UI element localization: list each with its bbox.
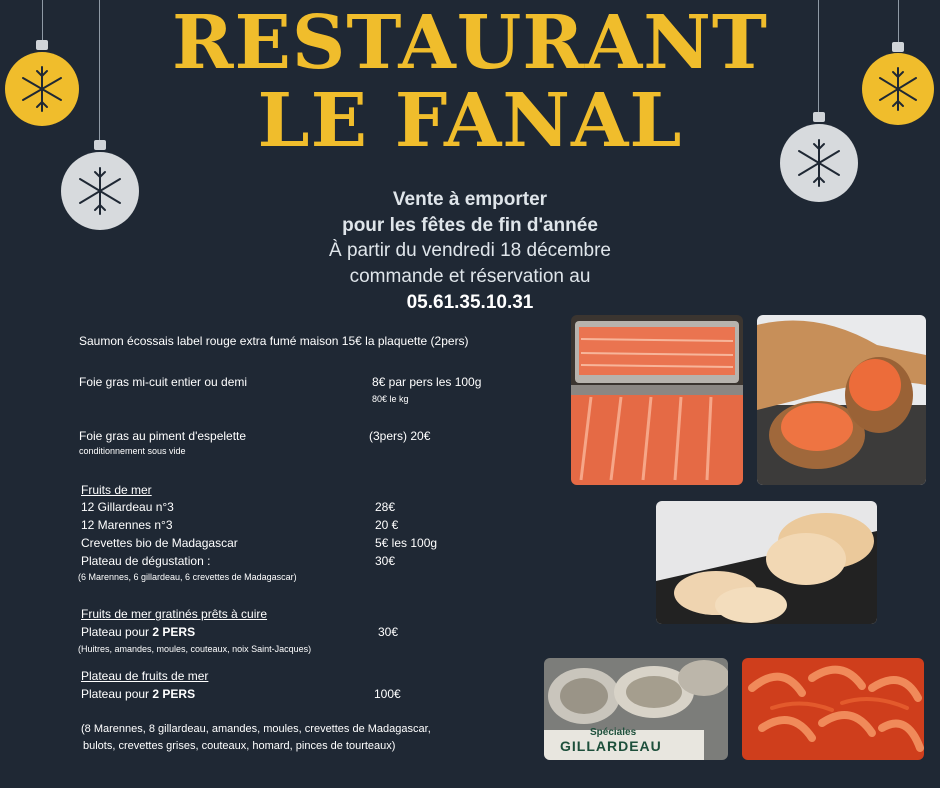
fruits-item-label: Plateau de dégustation : — [81, 554, 211, 568]
gratines-note: (Huitres, amandes, moules, couteaux, noix Saint-Jacques) — [78, 644, 312, 654]
gratines-heading: Fruits de mer gratinés prêts à cuire — [81, 607, 268, 621]
foie-gras-photo — [656, 501, 877, 624]
foie-gras-piment-price: (3pers) 20€ — [369, 429, 431, 443]
oyster-label-line-1: Spéciales — [590, 727, 637, 738]
foie-gras-piment-note: conditionnement sous vide — [79, 446, 186, 456]
foie-gras-label: Foie gras mi-cuit entier ou demi — [79, 375, 248, 389]
fruits-de-mer-heading: Fruits de mer — [81, 483, 152, 497]
fruits-item-price: 20 € — [375, 518, 399, 532]
intro-line-4: commande et réservation au — [349, 266, 591, 287]
plateau-heading: Plateau de fruits de mer — [81, 669, 209, 683]
foie-gras-price: 8€ par pers les 100g — [372, 375, 482, 389]
title-line-2: LE FANAL — [257, 78, 683, 164]
fruits-item-label: Crevettes bio de Madagascar — [81, 536, 238, 550]
fruits-item-label: 12 Gillardeau n°3 — [81, 500, 174, 514]
gratines-bold: 2 PERS — [152, 625, 196, 639]
fruits-note: (6 Marennes, 6 gillardeau, 6 crevettes de Madagascar) — [78, 572, 297, 582]
plateau-price: 100€ — [374, 687, 401, 701]
fruits-item-price: 5€ les 100g — [375, 536, 438, 550]
fruits-item-price: 28€ — [375, 500, 396, 514]
foie-gras-piment-label: Foie gras au piment d'espelette — [79, 429, 247, 443]
intro-line-1: Vente à emporter — [392, 189, 548, 210]
plateau-note-2: bulots, crevettes grises, couteaux, homard, pinces de tourteaux) — [83, 740, 396, 752]
plateau-line — [81, 687, 195, 701]
phone-number: 05.61.35.10.31 — [406, 292, 534, 313]
saumon-line: Saumon écossais label rouge extra fumé maison 15€ la plaquette (2pers) — [79, 334, 469, 348]
salmon-toast-photo — [757, 315, 926, 485]
shrimp-photo — [742, 658, 924, 760]
plateau-note-1: (8 Marennes, 8 gillardeau, amandes, moules, crevettes de Madagascar, — [81, 723, 431, 735]
plateau-label: Plateau pour — [81, 687, 153, 701]
plateau-bold: 2 PERS — [152, 687, 196, 701]
fruits-item-price: 30€ — [375, 554, 396, 568]
fruits-item-label: 12 Marennes n°3 — [81, 518, 173, 532]
oyster-label-line-2: GILLARDEAU — [560, 738, 662, 754]
gratines-label: Plateau pour — [81, 625, 153, 639]
gratines-line — [81, 625, 195, 639]
intro-line-3: À partir du vendredi 18 décembre — [329, 240, 611, 261]
foie-gras-note: 80€ le kg — [372, 394, 409, 404]
smoked-salmon-photo — [571, 315, 743, 485]
title-line-1: RESTAURANT — [172, 0, 768, 86]
gratines-price: 30€ — [378, 625, 399, 639]
intro-line-2: pour les fêtes de fin d'année — [342, 215, 598, 236]
